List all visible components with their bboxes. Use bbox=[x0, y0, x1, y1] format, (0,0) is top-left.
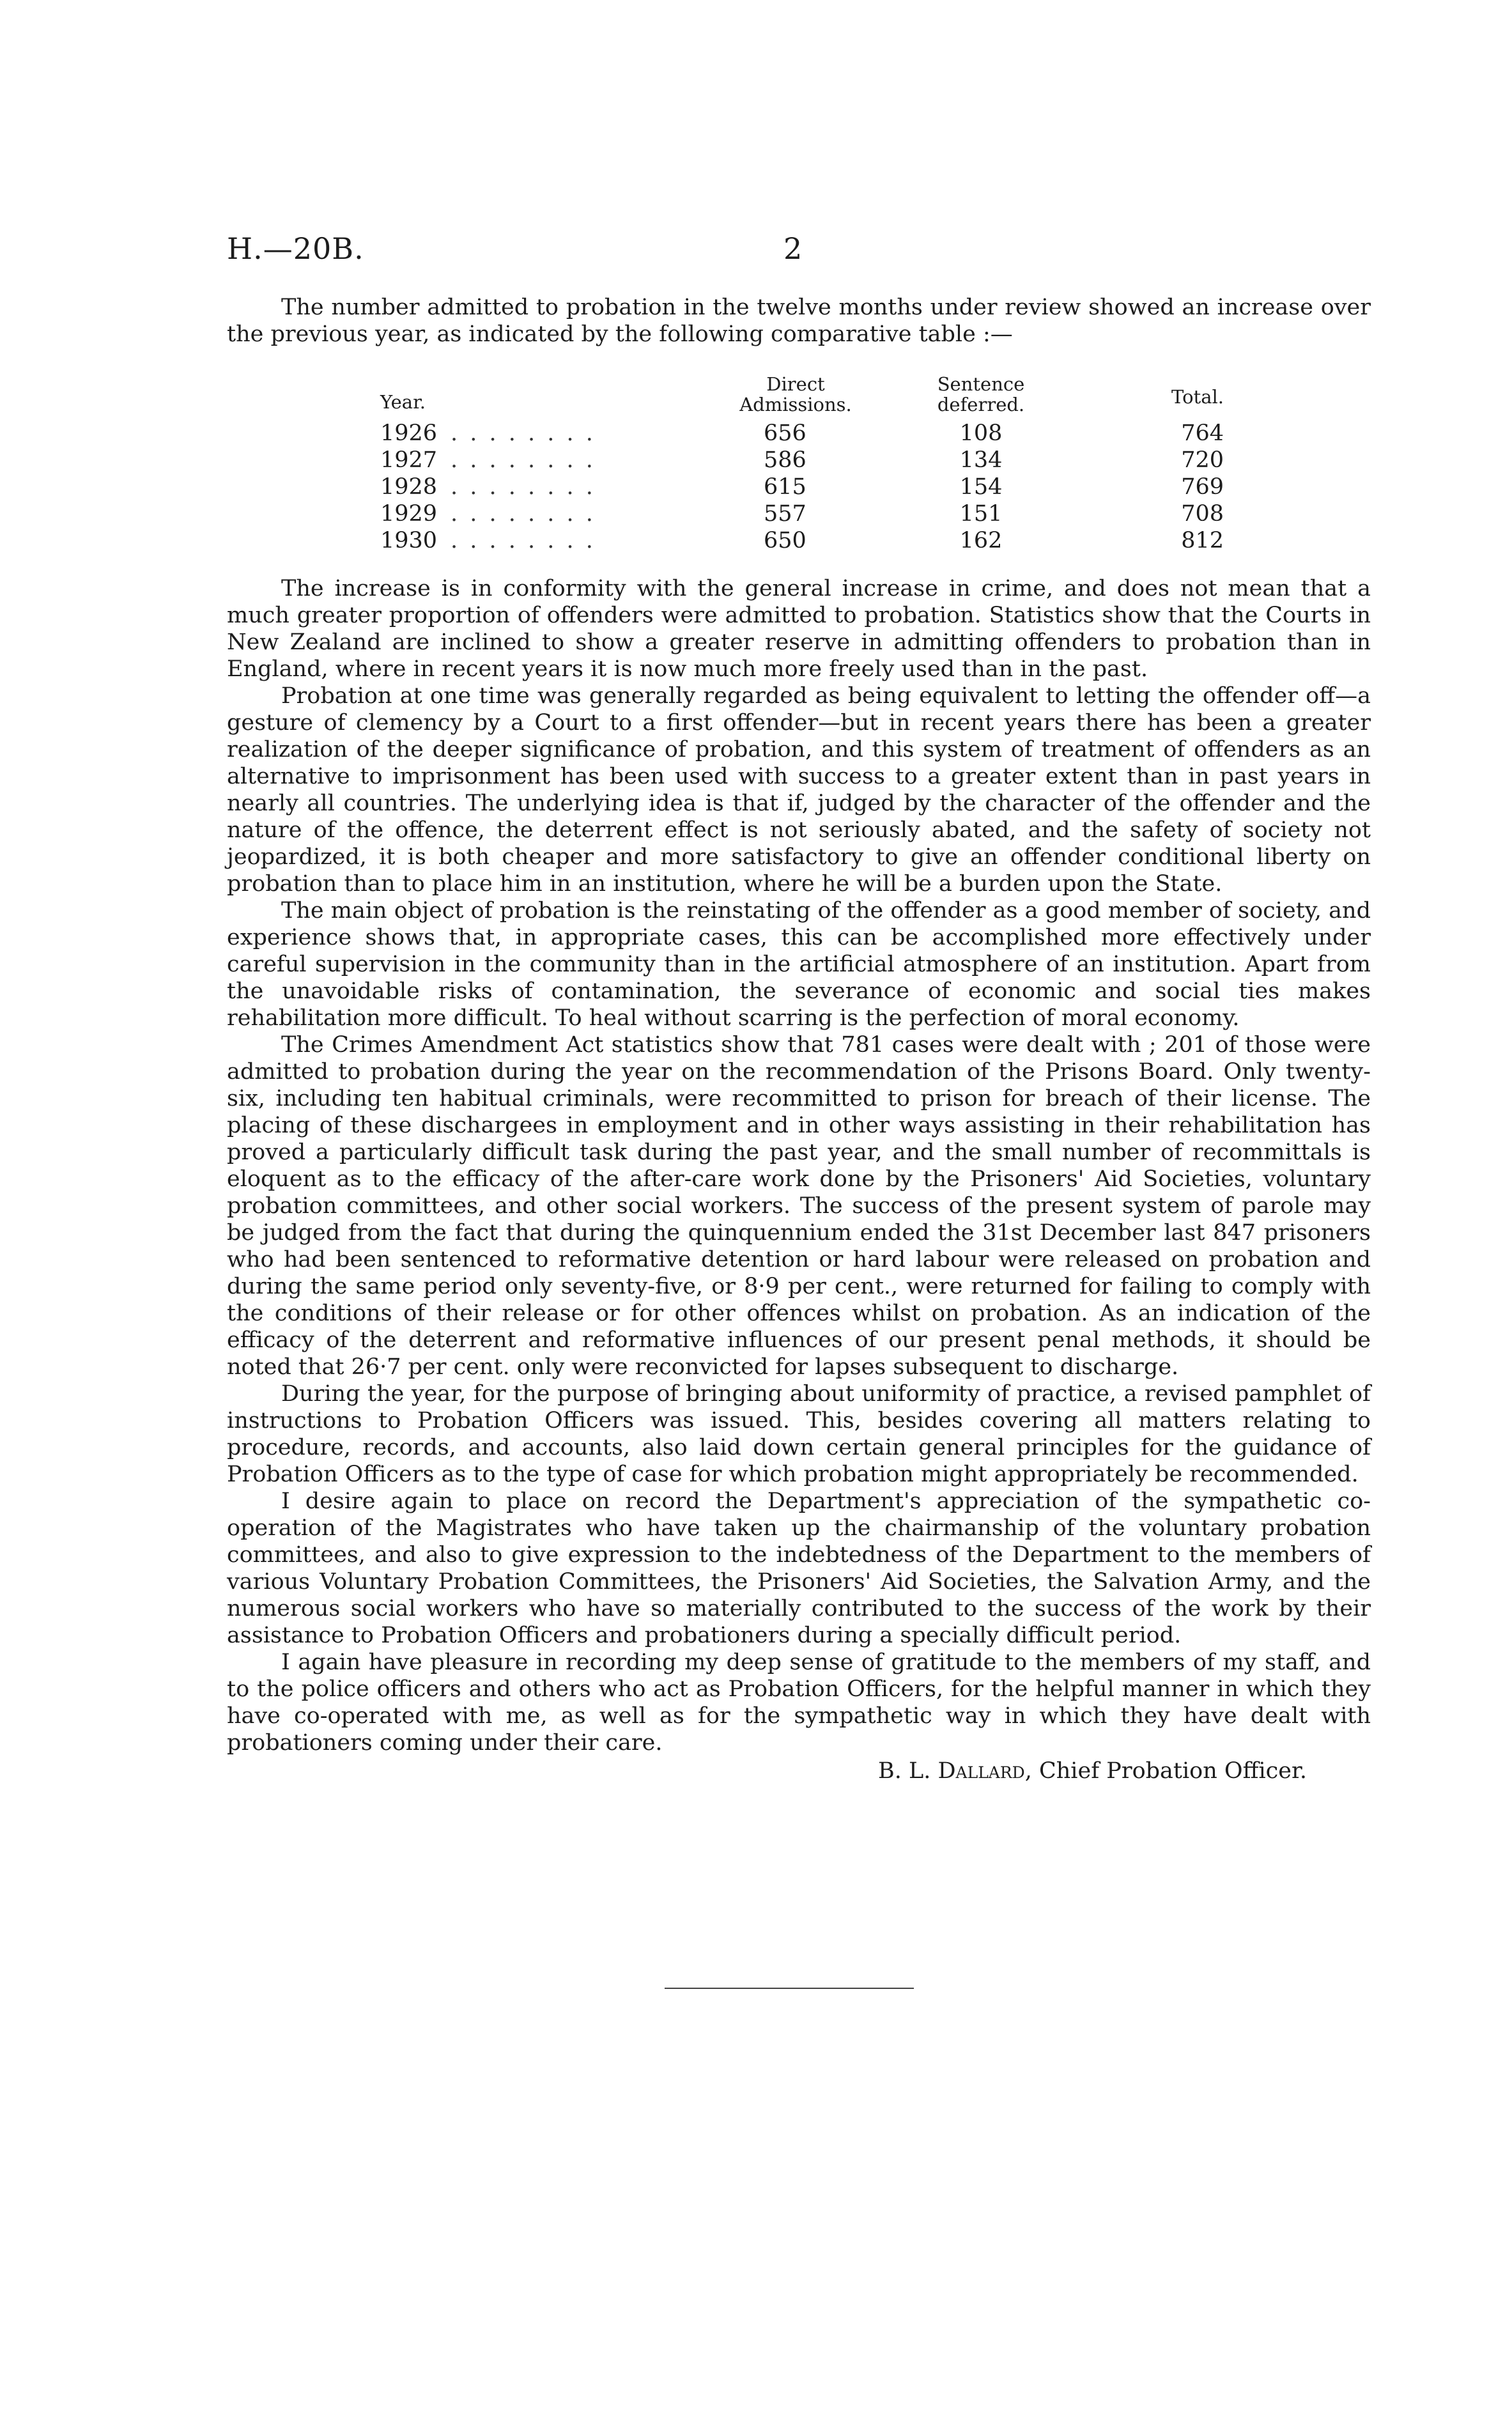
column-header-sentence-deferred: Sentence deferred. bbox=[937, 373, 1025, 415]
paragraph-probation-significance: Probation at one time was generally regarded as being equivalent to letting the offender off—a gesture of clemency by a Court to a first offender—but in recent years there has been a greater realization of the deeper significance of probation, and this system of treatment of offenders as an alternative to imprisonment has been used with success to a greater extent than in past years in nearly all countries. The underlying idea is that if, judged by the character of the offender and the nature of the offence, the deterrent effect is not seriously abated, and the safety of society not jeopardized, it is both cheaper and more satisfactory to give an offender conditional liberty on probation than to place him in an institution, where he will be a burden upon the State. bbox=[227, 683, 1371, 897]
page-number: 2 bbox=[783, 231, 803, 266]
cell-sentence-deferred: 134 bbox=[959, 447, 1003, 473]
table-row bbox=[380, 474, 1224, 500]
paragraph-crimes-amendment-act: The Crimes Amendment Act statistics show that 781 cases were dealt with ; 201 of those were admitted to probation during the year on the recommendation of the Prisons Board. Only twenty-six, including ten habitual criminals, were recommitted to prison for breach of their license. The placing of these dischargees in employment and in other ways assisting in their rehabilitation has proved a particularly difficult task during the past year, and the small number of recommittals is eloquent as to the efficacy of the after-care work done by the Prisoners' Aid Societies, voluntary probation committees, and other social workers. The success of the present system of parole may be judged from the fact that during the quinquennium ended the 31st December last 847 prisoners who had been sentenced to reformative detention or hard labour were released on probation and during the same period only seventy-five, or 8·9 per cent., were returned for failing to comply with the conditions of their release or for other offences whilst on probation. As an indication of the efficacy of the deterrent and reformative influences of our present penal methods, it should be noted that 26·7 per cent. only were reconvicted for lapses subsequent to discharge. bbox=[227, 1032, 1371, 1380]
paragraph-instructions-pamphlet: During the year, for the purpose of bringing about uniformity of practice, a revised pamphlet of instructions to Probation Officers was issued. This, besides covering all matters relating to procedure, records, and accounts, also laid down certain general principles for the guidance of Probation Officers as to the type of case for which probation might appropriately be recommended. bbox=[227, 1381, 1371, 1487]
cell-direct-admissions: 650 bbox=[764, 528, 806, 553]
paragraph-appreciation: I desire again to place on record the Department's appreciation of the sympathetic co-operation of the Magistrates who have taken up the chairmanship of the voluntary probation committees, and also to give expression to the indebtedness of the Department to the members of various Voluntary Probation Committees, the Prisoners' Aid Societies, the Salvation Army, and the numerous social workers who have so materially contributed to the success of the work by their assistance to Probation Officers and probationers during a specially difficult period. bbox=[227, 1489, 1371, 1648]
cell-total: 769 bbox=[1181, 474, 1224, 500]
closing-rule bbox=[665, 1988, 914, 1989]
dot-leader: . . . . . . . . bbox=[451, 501, 596, 527]
cell-total: 764 bbox=[1181, 421, 1224, 446]
column-header-year: Year. bbox=[380, 391, 426, 413]
paragraph-staff-gratitude: I again have pleasure in recording my deep sense of gratitude to the members of my staff, and to the police officers and others who act as Probation Officers, for the helpful manner in which they have co-operated with me, as well as for the sympathetic way in which they have dealt with probationers coming under their care. bbox=[227, 1650, 1371, 1756]
column-header-direct-admissions: Direct Admissions. bbox=[739, 373, 852, 415]
dot-leader: . . . . . . . . bbox=[451, 421, 596, 446]
table-header bbox=[380, 374, 1224, 420]
cell-sentence-deferred: 151 bbox=[959, 501, 1003, 527]
cell-year: 1930 bbox=[380, 528, 438, 553]
paragraph-probation-object: The main object of probation is the reinstating of the offender as a good member of society, and experience shows that, in appropriate cases, this can be accomplished more effectively under careful supervision in the community than in the artificial atmosphere of an institution. Apart from the unavoidable risks of contamination, the severance of economic and social ties makes rehabilitation more difficult. To heal without scarring is the perfection of moral economy. bbox=[227, 898, 1371, 1031]
cell-direct-admissions: 615 bbox=[764, 474, 806, 500]
signatory-title: , Chief Probation Officer. bbox=[1024, 1758, 1307, 1784]
cell-year: 1929 bbox=[380, 501, 438, 527]
cell-sentence-deferred: 154 bbox=[959, 474, 1003, 500]
dot-leader: . . . . . . . . bbox=[451, 528, 596, 553]
cell-total: 812 bbox=[1181, 528, 1224, 553]
table-row bbox=[380, 447, 1224, 474]
table-row bbox=[380, 500, 1224, 527]
cell-year: 1928 bbox=[380, 474, 438, 500]
cell-direct-admissions: 586 bbox=[764, 447, 806, 473]
report-body bbox=[227, 575, 1371, 1756]
cell-direct-admissions: 557 bbox=[764, 501, 806, 527]
table-row bbox=[380, 527, 1224, 554]
cell-direct-admissions: 656 bbox=[764, 421, 806, 446]
probation-comparative-table bbox=[380, 374, 1224, 554]
dot-leader: . . . . . . . . bbox=[451, 474, 596, 500]
dot-leader: . . . . . . . . bbox=[451, 447, 596, 473]
cell-total: 708 bbox=[1181, 501, 1224, 527]
cell-sentence-deferred: 108 bbox=[959, 421, 1003, 446]
signatory-name: B. L. Dallard bbox=[878, 1758, 1025, 1784]
intro-paragraph: The number admitted to probation in the twelve months under review showed an increase over the previous year, as indicated by the following comparative table :— bbox=[227, 295, 1371, 347]
signature-line bbox=[831, 1758, 1307, 1784]
table-row bbox=[380, 420, 1224, 447]
cell-sentence-deferred: 162 bbox=[959, 528, 1003, 553]
cell-year: 1926 bbox=[380, 421, 438, 446]
document-reference: H.—20B. bbox=[227, 231, 364, 266]
cell-total: 720 bbox=[1181, 447, 1224, 473]
paragraph-crime-increase: The increase is in conformity with the general increase in crime, and does not mean that a much greater proportion of offenders were admitted to probation. Statistics show that the Courts in New Zealand are inclined to show a greater reserve in admitting offenders to probation than in England, where in recent years it is now much more freely used than in the past. bbox=[227, 576, 1371, 682]
column-header-total: Total. bbox=[1171, 386, 1224, 408]
cell-year: 1927 bbox=[380, 447, 438, 473]
